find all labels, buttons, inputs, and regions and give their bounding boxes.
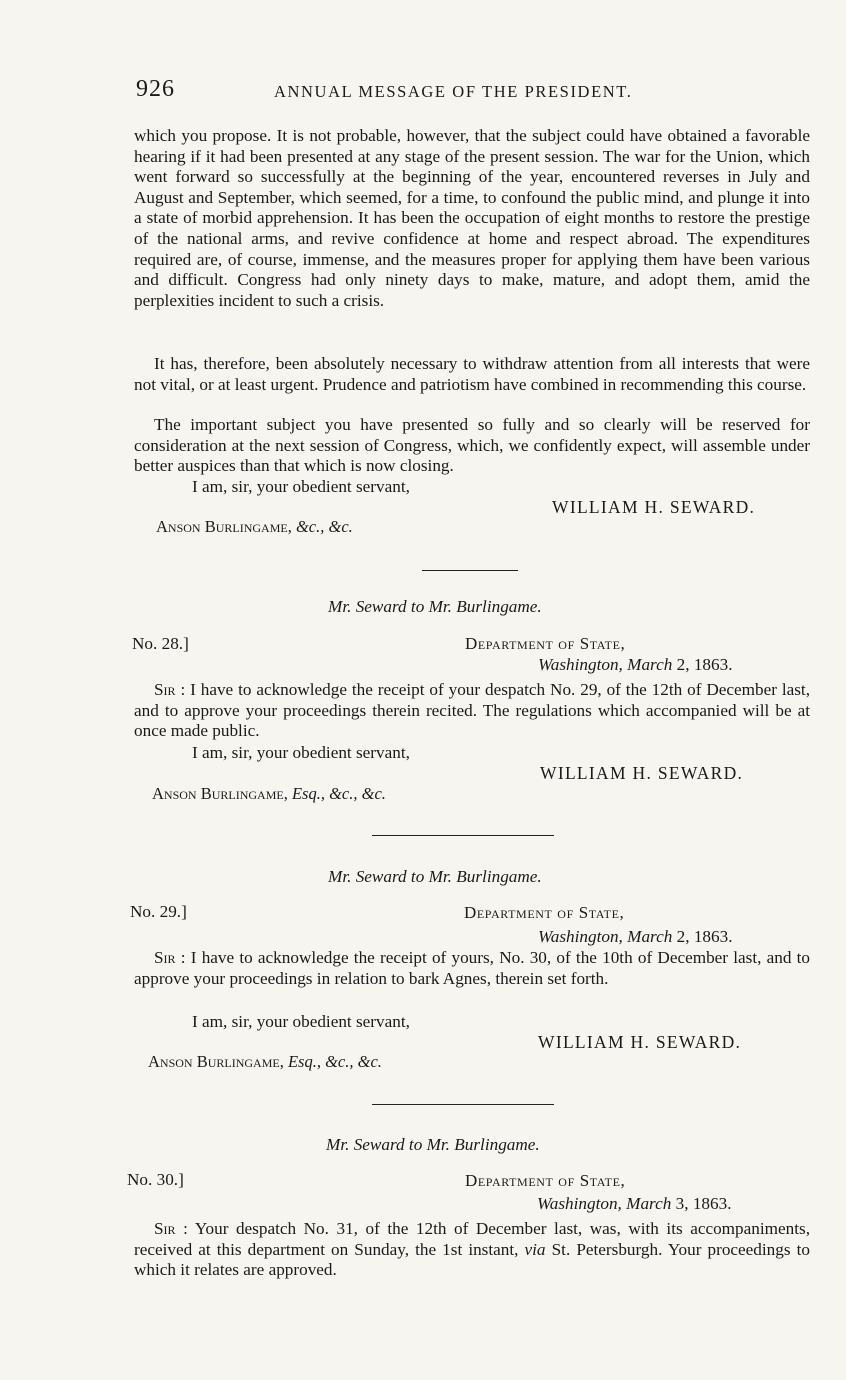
page-number: 926 — [136, 76, 175, 102]
letter-body — [134, 680, 810, 742]
letter-heading: Mr. Seward to Mr. Burlingame. — [326, 1135, 540, 1154]
addressee-suffix: Esq., &c., &c. — [291, 784, 386, 803]
place-date — [538, 655, 732, 675]
salutation: Sir : — [154, 1219, 188, 1238]
section-divider — [372, 835, 554, 836]
letter-number: No. 29.] — [130, 902, 187, 921]
salutation: Sir : — [154, 948, 186, 967]
paragraph: It has, therefore, been absolutely necessary to withdraw attention from all interests that were not vital, or at least urgent. Prudence and patriotism have combined in recommending this course. — [134, 354, 810, 394]
date: 2, 1863. — [676, 927, 733, 946]
addressee-suffix: Esq., &c., &c. — [287, 1052, 382, 1071]
body-text: I have to acknowledge the receipt of yours, No. 30, of the 10th of December last, and to approve your proceedings in relation to bark Agnes, therein set forth. — [134, 948, 810, 988]
place: Washington, March — [538, 927, 673, 946]
body-text: Your despatch No. 31, of the 12th of December last, was, with its accompaniments, received at this department on Sunday, the 1st instant, — [134, 1219, 810, 1259]
closing-line: I am, sir, your obedient servant, — [192, 1012, 410, 1031]
closing-line: I am, sir, your obedient servant, — [192, 477, 410, 496]
letter-body — [134, 948, 810, 989]
department-line: Department of State, — [465, 634, 626, 653]
letter-body — [134, 1219, 810, 1281]
place-date — [537, 1194, 731, 1214]
addressee-suffix: &c., &c. — [295, 517, 353, 536]
department-line: Department of State, — [464, 903, 625, 922]
running-title: ANNUAL MESSAGE OF THE PRESIDENT. — [274, 82, 633, 101]
letter-number: No. 30.] — [127, 1170, 184, 1189]
page-header — [134, 76, 814, 106]
body-text: St. Petersburgh. Your proceedings to which it relates are approved. — [134, 1239, 810, 1280]
department-line: Department of State, — [465, 1171, 626, 1190]
letter-heading: Mr. Seward to Mr. Burlingame. — [328, 867, 542, 886]
signature: WILLIAM H. SEWARD. — [552, 497, 756, 517]
letter-number: No. 28.] — [132, 634, 189, 653]
addressee — [156, 517, 353, 537]
section-divider — [422, 570, 518, 571]
addressee-name: Anson Burlingame, — [152, 784, 288, 803]
signature: WILLIAM H. SEWARD. — [540, 763, 744, 783]
place: Washington, March — [538, 655, 673, 674]
addressee-name: Anson Burlingame, — [156, 517, 292, 536]
paragraph: The important subject you have presented so fully and so clearly will be reserved for consideration at the next session of Congress, which, we confidently expect, will assemble under better auspices than that which is now closing. — [134, 415, 810, 476]
date: 2, 1863. — [676, 655, 733, 674]
closing-line: I am, sir, your obedient servant, — [192, 743, 410, 762]
date: 3, 1863. — [675, 1194, 732, 1213]
salutation: Sir : — [154, 680, 186, 699]
letter-heading: Mr. Seward to Mr. Burlingame. — [328, 597, 542, 616]
addressee — [152, 784, 386, 804]
addressee — [148, 1052, 382, 1072]
addressee-name: Anson Burlingame, — [148, 1052, 284, 1071]
section-divider — [372, 1104, 554, 1105]
signature: WILLIAM H. SEWARD. — [538, 1032, 742, 1052]
place: Washington, March — [537, 1194, 672, 1213]
body-italic: via — [524, 1239, 546, 1259]
body-text: I have to acknowledge the receipt of your despatch No. 29, of the 12th of December last, and to approve your proceedings therein recited. The regulations which accompanied will be at once made public. — [134, 680, 810, 741]
paragraph-continued: which you propose. It is not probable, however, that the subject could have obtained a favorable hearing if it had been presented at any stage of the present session. The war for the Union, which went forward so successfully at the beginning of the year, encountered reverses in July and August and September, which seemed, for a time, to confound the public mind, and plunge it into a state of morbid apprehension. It has been the occupation of eight months to restore the prestige of the national arms, and revive confidence at home and respect abroad. The expenditures required are, of course, immense, and the measures proper for applying them have been various and difficult. Congress had only ninety days to make, mature, and adopt them, amid the perplexities incident to such a crisis. — [134, 126, 810, 310]
place-date — [538, 927, 732, 947]
